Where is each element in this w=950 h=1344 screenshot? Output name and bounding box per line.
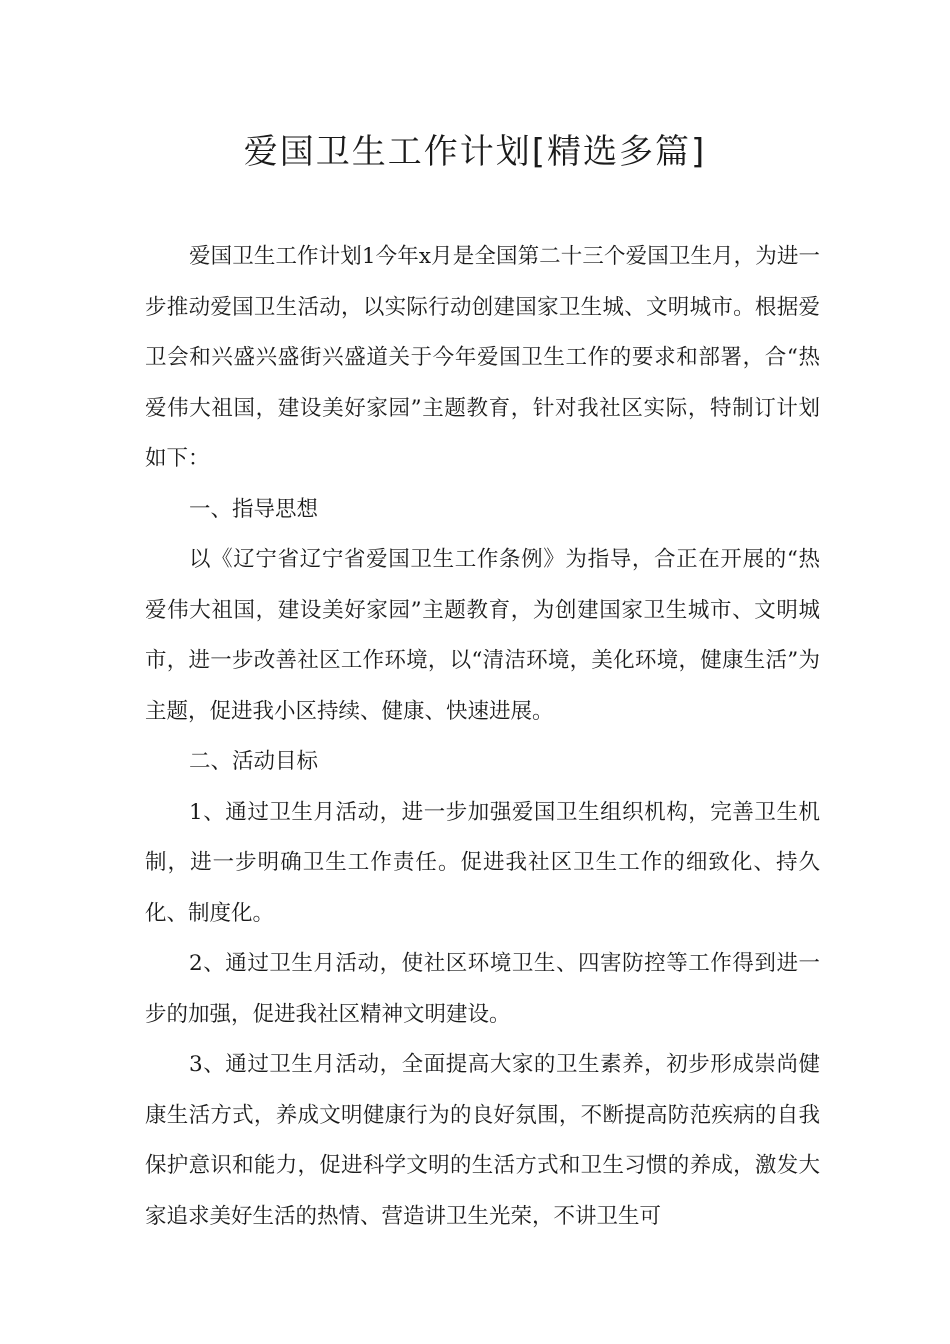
section-heading-activity-goals: 二、活动目标 bbox=[189, 749, 319, 774]
goal-paragraph-2: 2、通过卫生月活动，使社区环境卫生、四害防控等工作得到进一步的加强，促进我社区精神文明建设。 bbox=[145, 951, 820, 1027]
goal-paragraph-3: 3、通过卫生月活动，全面提高大家的卫生素养，初步形成崇尚健康生活方式，养成文明健康行为的良好氛围，不断提高防范疾病的自我保护意识和能力，促进科学文明的生活方式和卫生习惯的养成，激发大家追求美好生活的热情、营造讲卫生光荣，不讲卫生可 bbox=[145, 1052, 820, 1229]
intro-paragraph: 爱国卫生工作计划1今年x月是全国第二十三个爱国卫生月，为进一步推动爱国卫生活动，以实际行动创建国家卫生城、文明城市。根据爱卫会和兴盛兴盛街兴盛道关于今年爱国卫生工作的要求和部署，合“热爱伟大祖国，建设美好家园”主题教育，针对我社区实际，特制订计划如下： bbox=[145, 244, 820, 471]
document-body bbox=[145, 232, 820, 1242]
goal-paragraph-1: 1、通过卫生月活动，进一步加强爱国卫生组织机构，完善卫生机制，进一步明确卫生工作责任。促进我社区卫生工作的细致化、持久化、制度化。 bbox=[145, 799, 820, 926]
guiding-ideology-paragraph: 以《辽宁省辽宁省爱国卫生工作条例》为指导，合正在开展的“热爱伟大祖国，建设美好家园”主题教育，为创建国家卫生城市、文明城市，进一步改善社区工作环境，以“清洁环境，美化环境，健康生活”为主题，促进我小区持续、健康、快速进展。 bbox=[145, 547, 820, 724]
section-heading-guiding-ideology: 一、指导思想 bbox=[189, 496, 319, 522]
document-title: 爱国卫生工作计划[精选多篇] bbox=[243, 132, 707, 172]
